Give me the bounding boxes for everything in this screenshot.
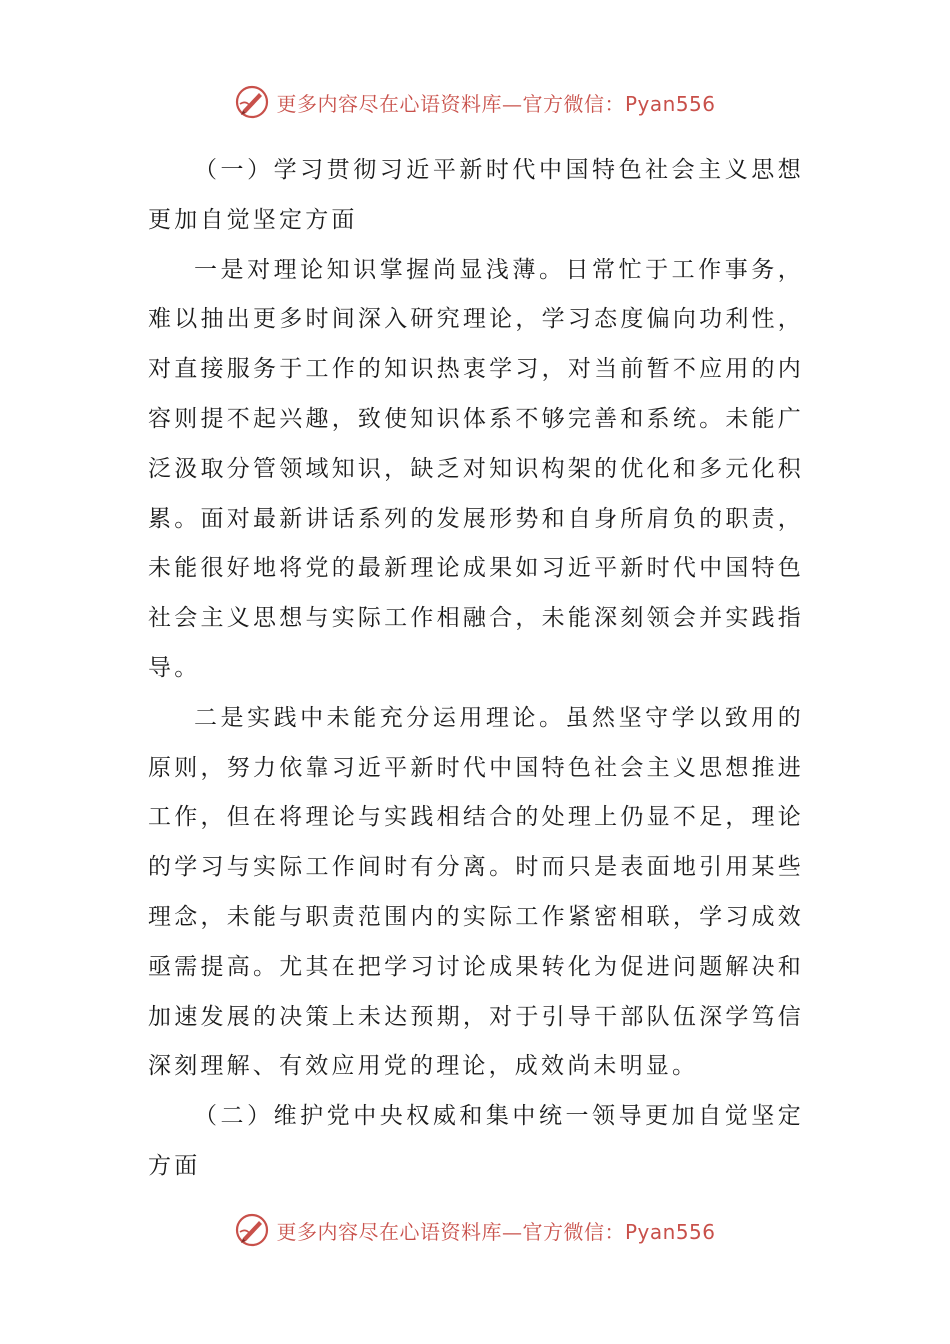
footer-watermark: [0, 1212, 950, 1248]
paragraph-2: 二是实践中未能充分运用理论。虽然坚守学以致用的原则，努力依靠习近平新时代中国特色社会主义思想推进工作，但在将理论与实践相结合的处理上仍显不足，理论的学习与实际工作间时有分离。时而只是表面地引用某些理念，未能与职责范围内的实际工作紧密相联，学习成效亟需提高。尤其在把学习讨论成果转化为促进问题解决和加速发展的决策上未达预期，对于引导干部队伍深学笃信深刻理解、有效应用党的理论，成效尚未明显。: [148, 704, 804, 1080]
paragraph-1: 一是对理论知识掌握尚显浅薄。日常忙于工作事务，难以抽出更多时间深入研究理论，学习态度偏向功利性，对直接服务于工作的知识热衷学习，对当前暂不应用的内容则提不起兴趣，致使知识体系不够完善和系统。未能广泛汲取分管领域知识，缺乏对知识构架的优化和多元化积累。面对最新讲话系列的发展形势和自身所肩负的职责，未能很好地将党的最新理论成果如习近平新时代中国特色社会主义思想与实际工作相融合，未能深刻领会并实践指导。: [148, 256, 804, 681]
pen-logo-icon: [234, 1212, 270, 1248]
document-body: [148, 146, 804, 1192]
pen-logo-icon: [234, 84, 270, 120]
watermark-text: 更多内容尽在心语资料库—官方微信：Pyan556: [276, 1219, 716, 1244]
section-heading-1: （一）学习贯彻习近平新时代中国特色社会主义思想更加自觉坚定方面: [148, 157, 804, 233]
watermark-contact: Pyan556: [624, 1219, 716, 1244]
watermark-contact: Pyan556: [624, 91, 716, 116]
header-watermark: [0, 84, 950, 120]
watermark-text: 更多内容尽在心语资料库—官方微信：Pyan556: [276, 91, 716, 116]
section-heading-2: （二）维护党中央权威和集中统一领导更加自觉坚定方面: [148, 1103, 804, 1179]
